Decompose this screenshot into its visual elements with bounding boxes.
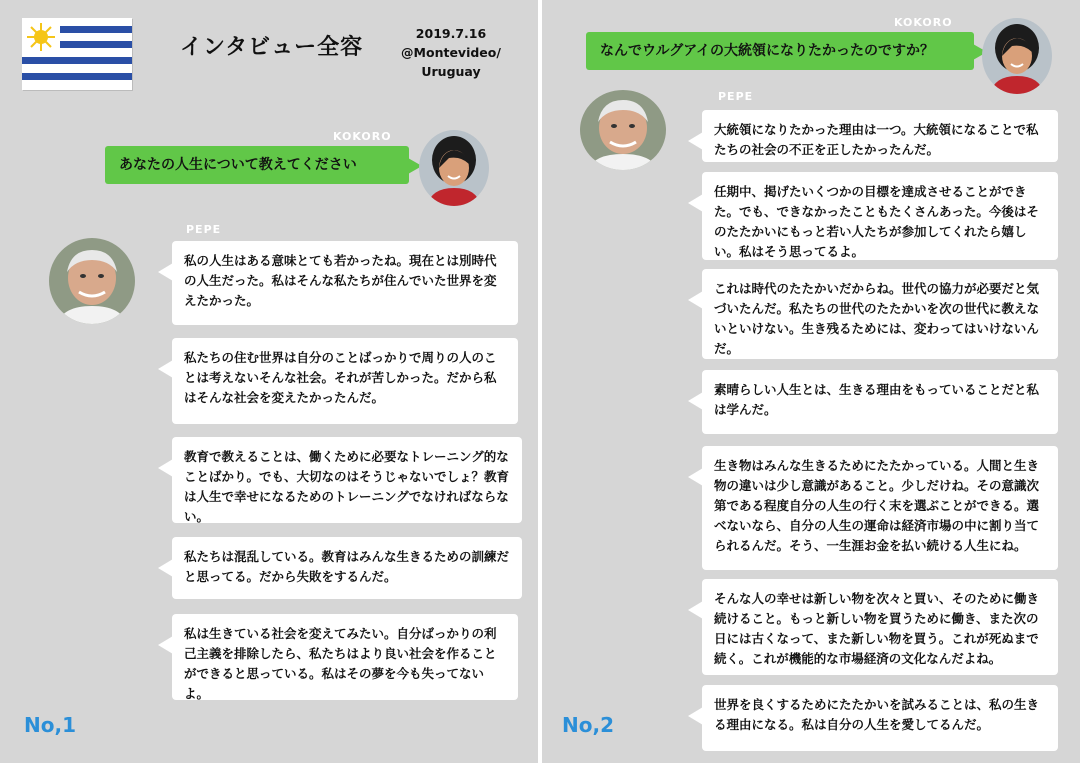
answer-bubble-4: 私たちは混乱している。教育はみんな生きるための訓練だと思ってる。だから失敗をするんだ。 [172, 537, 522, 599]
answer-bubble-7: 世界を良くするためにたたかいを試みることは、私の生きる理由になる。私は自分の人生を愛してるんだ。 [702, 685, 1058, 751]
page-title: インタビュー全容 [180, 35, 364, 60]
interviewer-name-label: KOKORO [333, 130, 392, 143]
interview-place: @Montevideo/ [401, 45, 501, 60]
page-number: No,2 [562, 713, 614, 737]
speaker-avatar [580, 90, 666, 170]
interviewer-avatar [419, 130, 489, 206]
answer-bubble-3: これは時代のたたかいだからね。世代の協力が必要だと気づいたんだ。私たちの世代のたたかいを次の世代に教えないといけない。生き残るためには、変わってはいけないんだ。 [702, 269, 1058, 359]
page-two [542, 0, 1080, 763]
answer-bubble-1: 私の人生はある意味とても若かったね。現在とは別時代の人生だった。私はそんな私たちが住んでいた世界を変えたかった。 [172, 241, 518, 325]
woman-portrait-icon [982, 18, 1052, 94]
woman-portrait-icon [419, 130, 489, 206]
question-bubble: あなたの人生について教えてください [105, 146, 409, 184]
question-bubble: なんでウルグアイの大統領になりたかったのですか？ [586, 32, 974, 70]
answer-bubble-3: 教育で教えることは、働くために必要なトレーニング的なことばかり。でも、大切なのはそうじゃないでしょ？教育は人生で幸せになるためのトレーニングでなければならない。 [172, 437, 522, 523]
page-number: No,1 [24, 713, 76, 737]
speaker-avatar [49, 238, 135, 324]
elderly-man-portrait-icon [49, 238, 135, 324]
uruguay-flag-icon [22, 18, 132, 90]
page-one [0, 0, 538, 763]
answer-bubble-2: 任期中、掲げたいくつかの目標を達成させることができた。でも、できなかったこともたくさんあった。今後はそのたたかいにもっと若い人たちが参加してくれたら嬉しい。私はそう思ってるよ。 [702, 172, 1058, 260]
elderly-man-portrait-icon [580, 90, 666, 170]
speaker-name-label: PEPE [186, 223, 222, 236]
interview-country: Uruguay [421, 64, 481, 79]
answer-bubble-2: 私たちの住む世界は自分のことばっかりで周りの人のことは考えないそんな社会。それが苦しかった。だから私はそんな社会を変えたかったんだ。 [172, 338, 518, 424]
answer-bubble-6: そんな人の幸せは新しい物を次々と買い、そのために働き続けること。もっと新しい物を買うために働き、また次の日には古くなって、また新しい物を買う。これが死ぬまで続く。これが機能的な市場経済の文化なんだよね。 [702, 579, 1058, 675]
interviewer-name-label: KOKORO [894, 16, 953, 29]
sun-icon [26, 22, 56, 52]
interview-meta [392, 24, 510, 81]
interview-date: 2019.7.16 [415, 26, 487, 41]
answer-bubble-5: 私は生きている社会を変えてみたい。自分ばっかりの利己主義を排除したら、私たちはより良い社会を作ることができると思っている。私はその夢を今も失ってないよ。 [172, 614, 518, 700]
interviewer-avatar [982, 18, 1052, 94]
answer-bubble-1: 大統領になりたかった理由は一つ。大統領になることで私たちの社会の不正を正したかったんだ。 [702, 110, 1058, 162]
answer-bubble-4: 素晴らしい人生とは、生きる理由をもっていることだと私は学んだ。 [702, 370, 1058, 434]
speaker-name-label: PEPE [718, 90, 754, 103]
answer-bubble-5: 生き物はみんな生きるためにたたかっている。人間と生き物の違いは少し意識があること。少しだけね。その意識次第である程度自分の人生の行く末を選ぶことができる。選べないなら、自分の人生の運命は経済市場の中に割り当てられるんだ。そう、一生涯お金を払い続ける人生にね。 [702, 446, 1058, 570]
